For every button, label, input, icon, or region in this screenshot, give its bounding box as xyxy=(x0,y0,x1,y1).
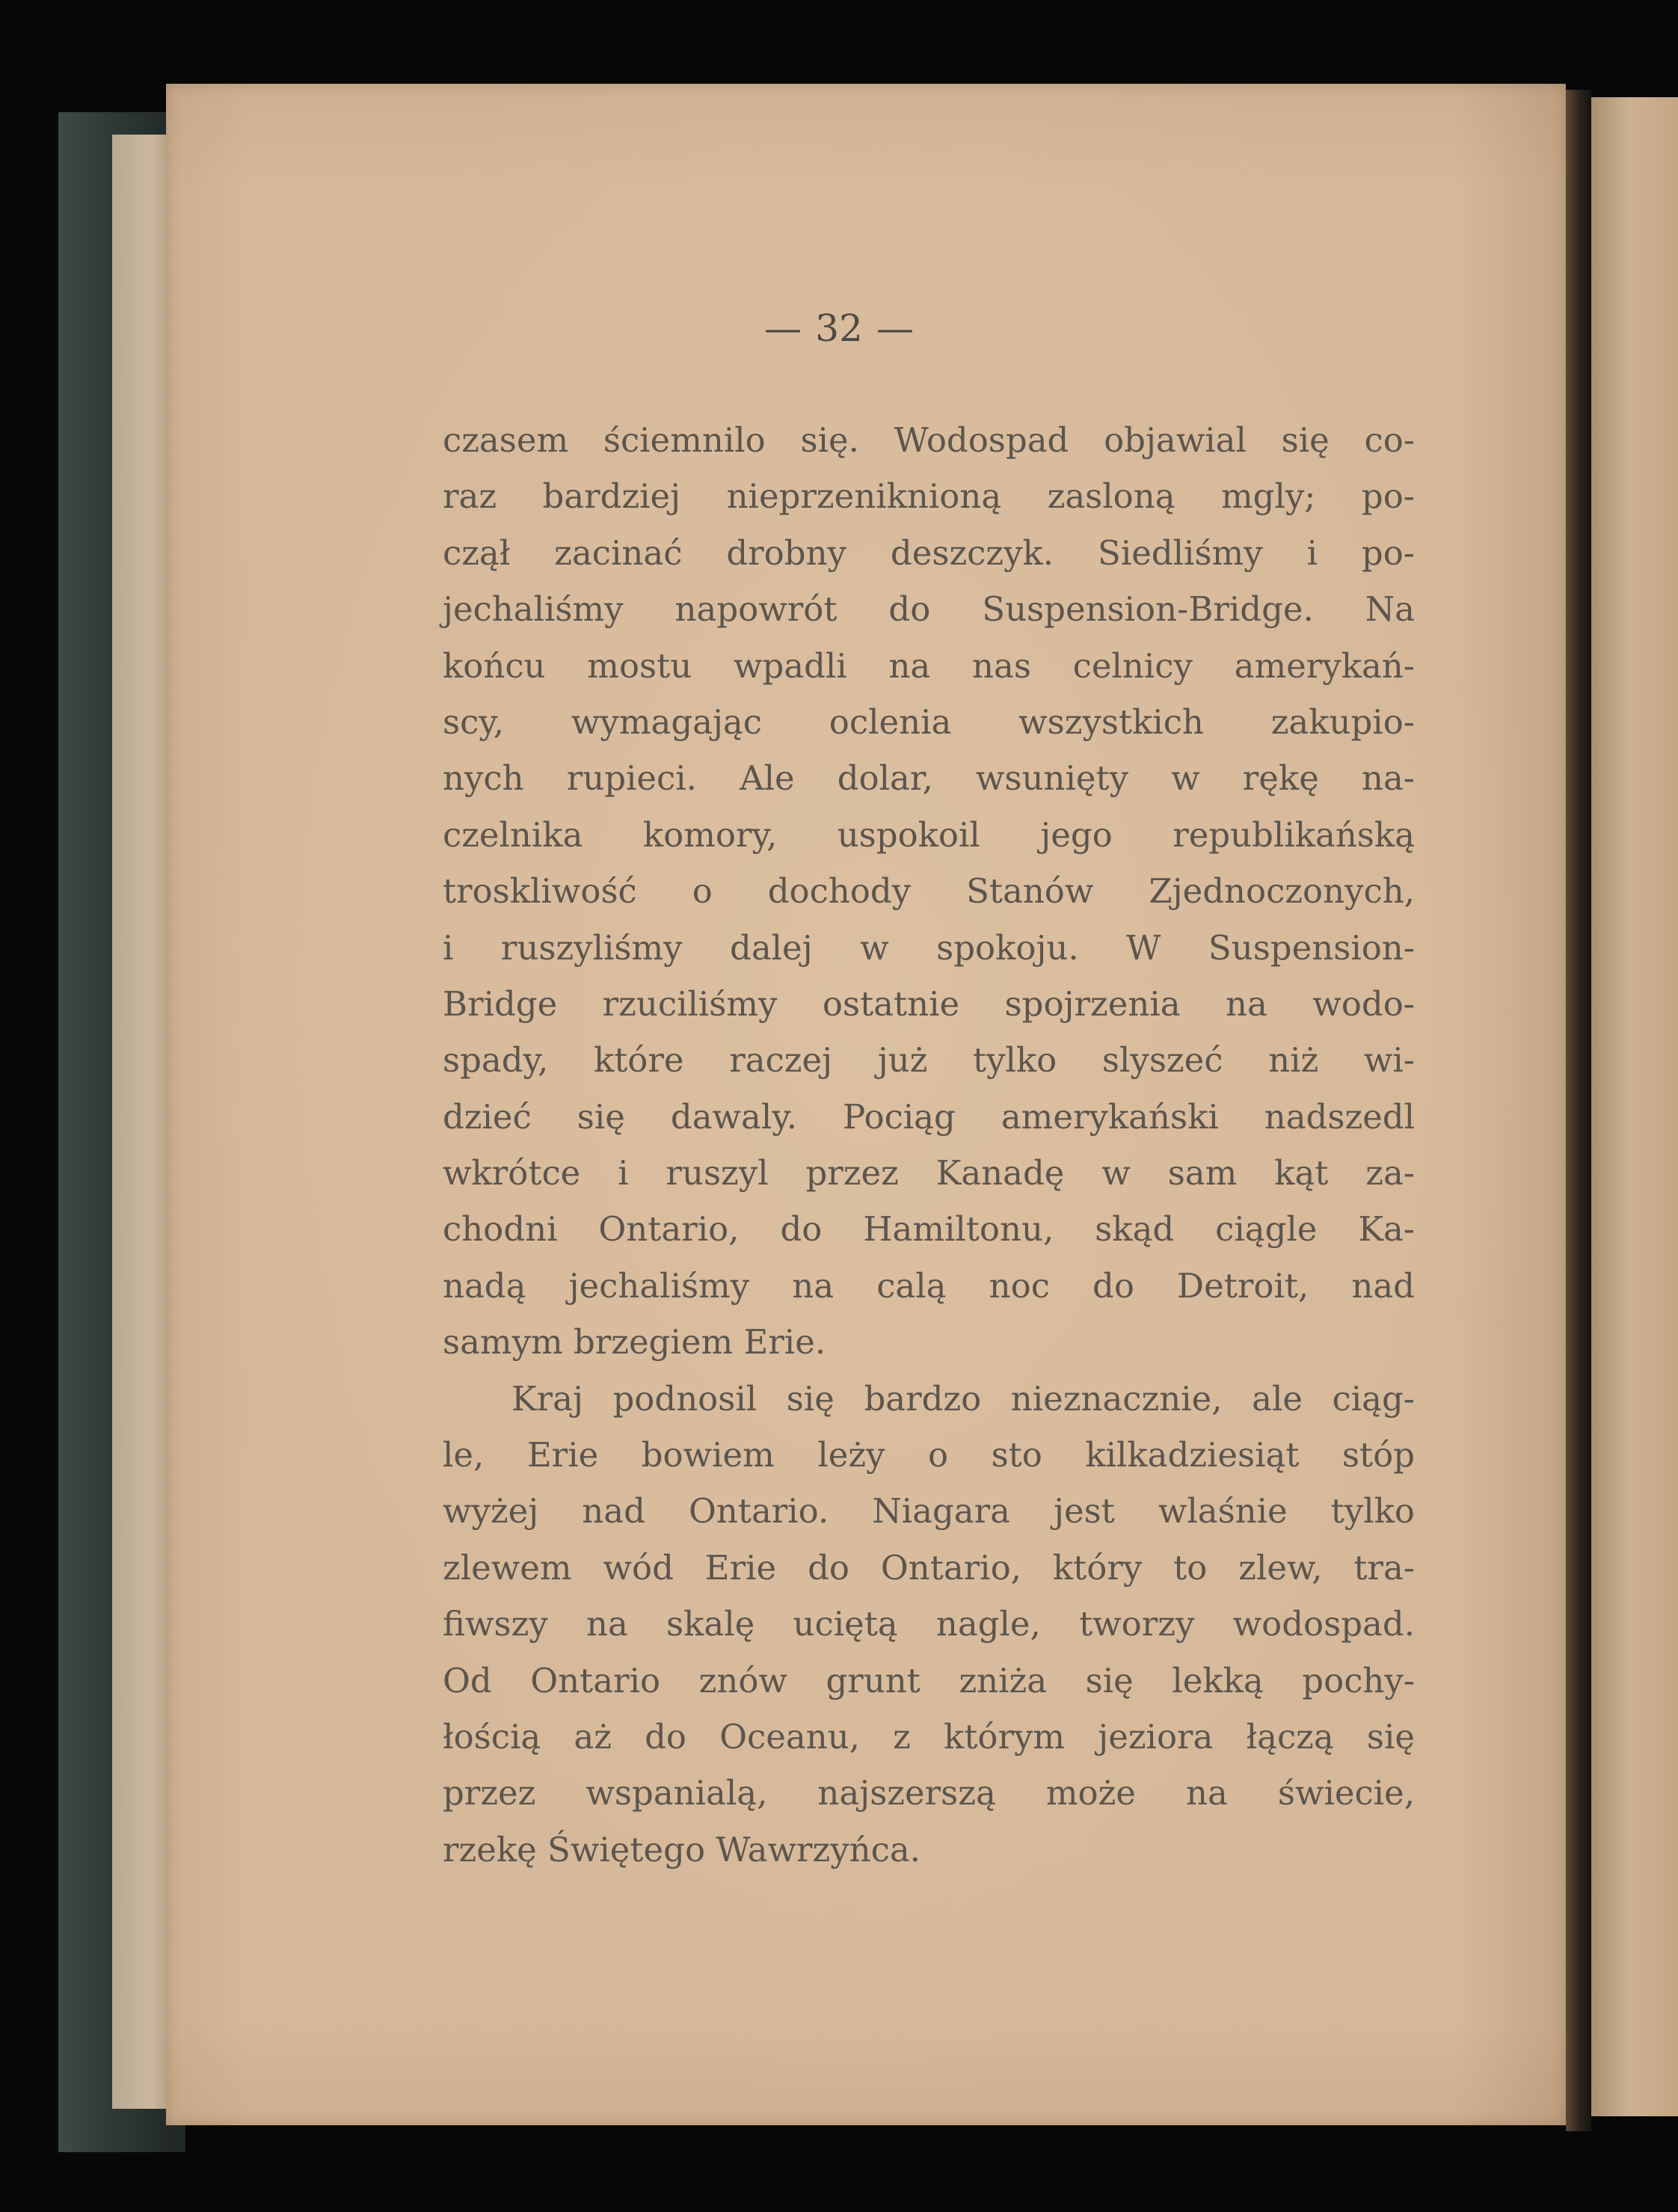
text-line: nadą jechaliśmy na calą noc do Detroit, nad xyxy=(443,1265,1415,1306)
paragraph xyxy=(443,412,1415,1371)
page-number xyxy=(0,307,1678,350)
text-line: zlewem wód Erie do Ontario, który to zlew, tra- xyxy=(443,1547,1415,1588)
text-line: dzieć się dawaly. Pociąg amerykański nadszedl xyxy=(443,1096,1415,1137)
text-line: rzekę Świętego Wawrzyńca. xyxy=(443,1829,921,1870)
paragraph xyxy=(443,1371,1415,1878)
text-line: łością aż do Oceanu, z którym jeziora łączą się xyxy=(443,1716,1415,1757)
text-line: raz bardziej nieprzeniknioną zasloną mgly; po- xyxy=(443,476,1415,517)
text-line: nych rupieci. Ale dolar, wsunięty w rękę na- xyxy=(443,758,1415,799)
body-text xyxy=(443,412,1415,1878)
text-line: Bridge rzuciliśmy ostatnie spojrzenia na wodo- xyxy=(443,983,1415,1024)
page-number-prefix: — xyxy=(764,307,802,350)
text-line: wyżej nad Ontario. Niagara jest wlaśnie tylko xyxy=(443,1491,1415,1531)
text-line: przez wspanialą, najszerszą może na świecie, xyxy=(443,1773,1415,1813)
text-line: czasem ściemnilo się. Wodospad objawial się co- xyxy=(443,420,1415,460)
text-line: scy, wymagając oclenia wszystkich zakupio- xyxy=(443,701,1415,742)
text-line: samym brzegiem Erie. xyxy=(443,1322,826,1362)
text-line: czelnika komory, uspokoil jego republikańską xyxy=(443,814,1415,855)
text-line: Od Ontario znów grunt zniża się lekką pochy- xyxy=(443,1660,1415,1701)
text-line: Kraj podnosil się bardzo nieznacznie, ale ciąg- xyxy=(511,1378,1415,1419)
text-line: czął zacinać drobny deszczyk. Siedliśmy i po- xyxy=(443,532,1415,573)
text-line: spady, które raczej już tylko slyszeć niż wi- xyxy=(443,1040,1415,1081)
text-line: jechaliśmy napowrót do Suspension-Bridge. Na xyxy=(443,589,1415,630)
text-line: fiwszy na skalę uciętą nagle, tworzy wodospad. xyxy=(443,1604,1415,1644)
text-line: le, Erie bowiem leży o sto kilkadziesiąt stóp xyxy=(443,1435,1415,1475)
text-line: troskliwość o dochody Stanów Zjednoczonych, xyxy=(443,871,1415,912)
page-number-suffix: — xyxy=(876,307,914,350)
book-gutter xyxy=(1566,90,1591,2131)
page-number-value: 32 xyxy=(815,307,863,350)
facing-page-edge xyxy=(1591,97,1678,2116)
text-line: chodni Ontario, do Hamiltonu, skąd ciągle Ka- xyxy=(443,1209,1415,1250)
text-line: końcu mostu wpadli na nas celnicy amerykań- xyxy=(443,645,1415,686)
text-line: i ruszyliśmy dalej w spokoju. W Suspension- xyxy=(443,927,1415,968)
text-line: wkrótce i ruszyl przez Kanadę w sam kąt za- xyxy=(443,1153,1415,1193)
